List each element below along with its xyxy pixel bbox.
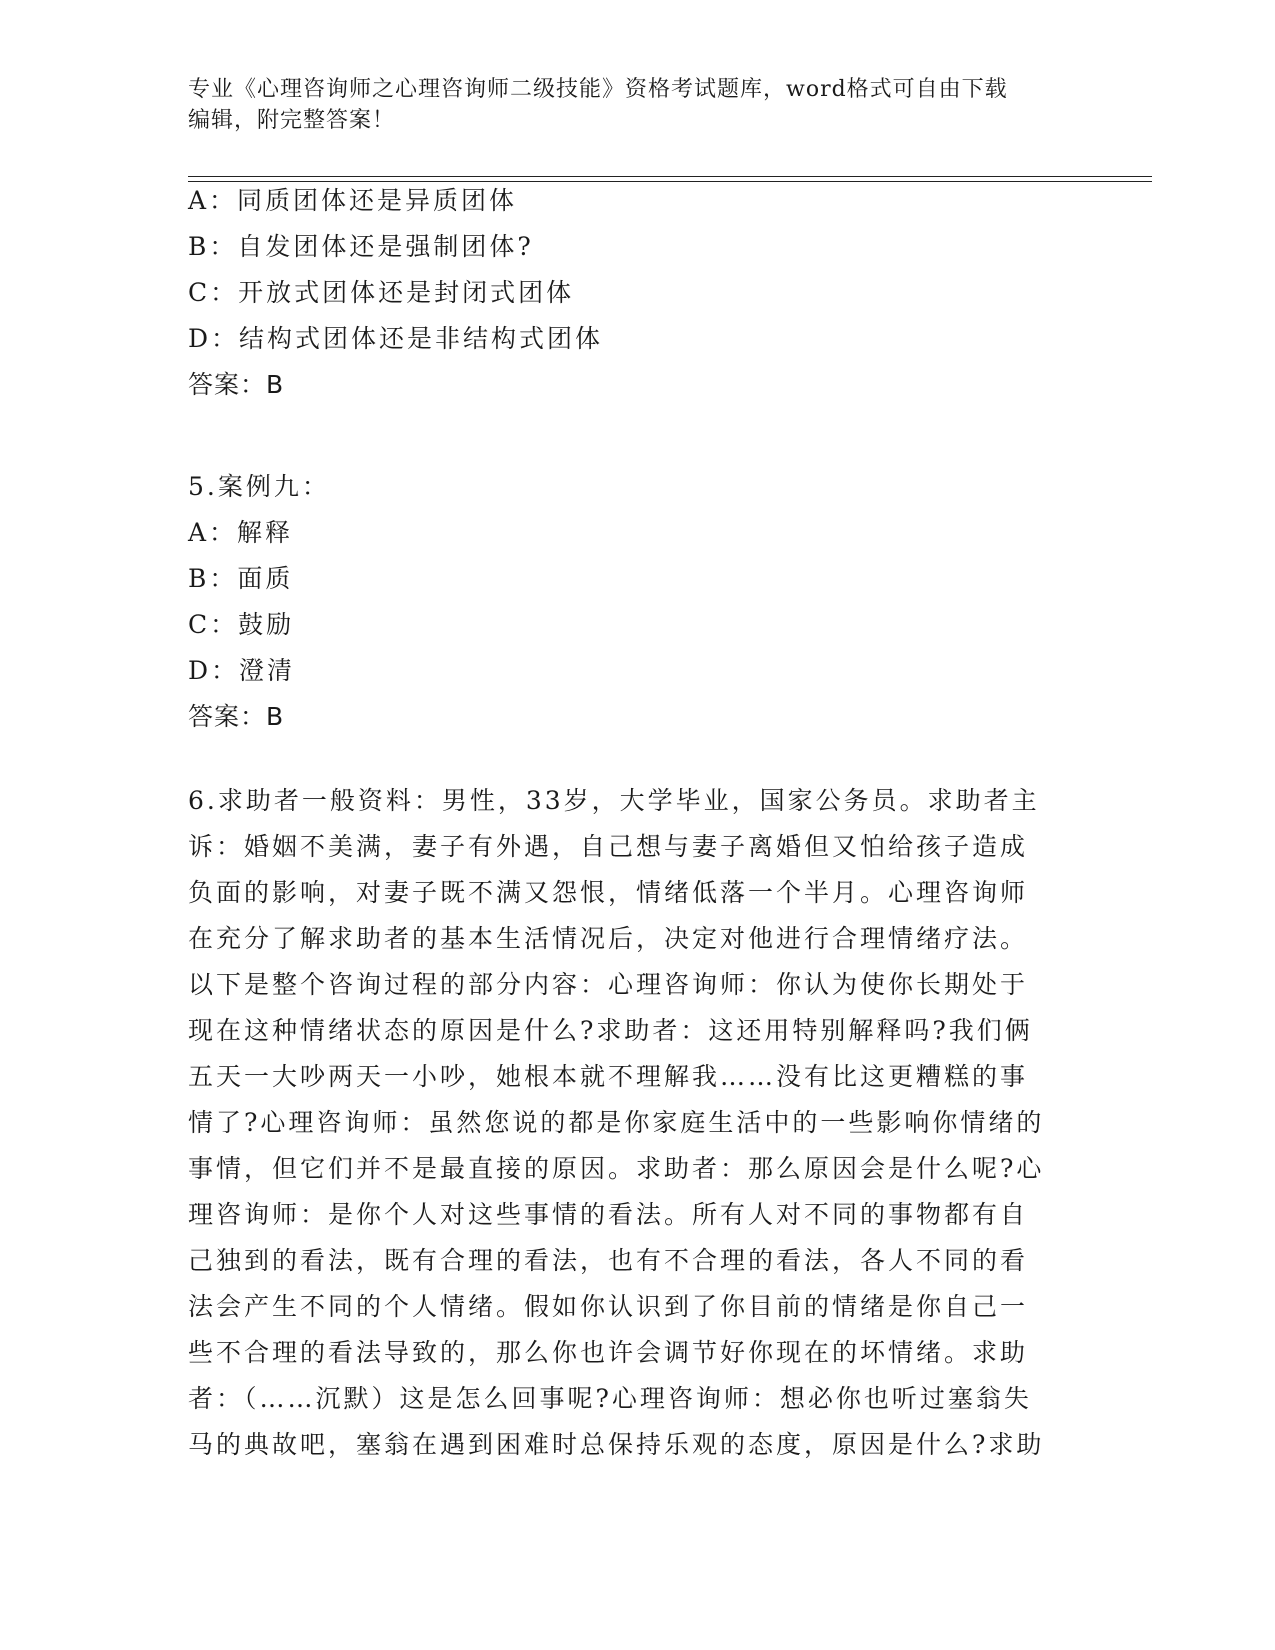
header-line-2: 编辑，附完整答案！ bbox=[188, 108, 396, 133]
paragraph-line: 负面的影响，对妻子既不满又怨恨，情绪低落一个半月。心理咨询师 bbox=[188, 878, 1029, 907]
paragraph-line: 理咨询师：是你个人对这些事情的看法。所有人对不同的事物都有自 bbox=[188, 1200, 1029, 1229]
paragraph-line: 以下是整个咨询过程的部分内容：心理咨询师：你认为使你长期处于 bbox=[188, 970, 1029, 999]
option-b: B：自发团体还是强制团体? bbox=[188, 232, 534, 261]
option-c: C：鼓励 bbox=[188, 610, 295, 639]
question-stem: 5.案例九： bbox=[188, 472, 330, 501]
paragraph-line: 法会产生不同的个人情绪。假如你认识到了你目前的情绪是你自己一 bbox=[188, 1292, 1029, 1321]
paragraph-line: 者：（……沉默）这是怎么回事呢?心理咨询师：想必你也听过塞翁失 bbox=[188, 1384, 1032, 1413]
option-d: D：澄清 bbox=[188, 656, 296, 685]
question-5-block bbox=[188, 464, 1068, 740]
document-header bbox=[188, 74, 1068, 136]
paragraph-line: 五天一大吵两天一小吵，她根本就不理解我……没有比这更糟糕的事 bbox=[188, 1062, 1029, 1091]
header-rule-top bbox=[188, 176, 1152, 177]
paragraph-line: 马的典故吧，塞翁在遇到困难时总保持乐观的态度，原因是什么?求助 bbox=[188, 1430, 1045, 1459]
question-4-block bbox=[188, 178, 1068, 408]
answer-line: 答案：B bbox=[188, 702, 285, 731]
paragraph-line: 己独到的看法，既有合理的看法，也有不合理的看法，各人不同的看 bbox=[188, 1246, 1029, 1275]
paragraph-line: 诉：婚姻不美满，妻子有外遇，自己想与妻子离婚但又怕给孩子造成 bbox=[188, 832, 1029, 861]
paragraph-line: 些不合理的看法导致的，那么你也许会调节好你现在的坏情绪。求助 bbox=[188, 1338, 1029, 1367]
paragraph-line: 情了?心理咨询师：虽然您说的都是你家庭生活中的一些影响你情绪的 bbox=[188, 1108, 1045, 1137]
paragraph-line: 事情，但它们并不是最直接的原因。求助者：那么原因会是什么呢?心 bbox=[188, 1154, 1045, 1183]
paragraph-line: 6.求助者一般资料：男性，33岁，大学毕业，国家公务员。求助者主 bbox=[188, 786, 1040, 815]
paragraph-line: 现在这种情绪状态的原因是什么?求助者：这还用特别解释吗?我们俩 bbox=[188, 1016, 1033, 1045]
header-line-1: 专业《心理咨询师之心理咨询师二级技能》资格考试题库，word格式可自由下载 bbox=[188, 77, 1008, 102]
option-b: B：面质 bbox=[188, 564, 294, 593]
option-c: C：开放式团体还是封闭式团体 bbox=[188, 278, 575, 307]
option-a: A：解释 bbox=[188, 518, 294, 547]
answer-line: 答案：B bbox=[188, 370, 285, 399]
paragraph-line: 在充分了解求助者的基本生活情况后，决定对他进行合理情绪疗法。 bbox=[188, 924, 1029, 953]
question-6-paragraph bbox=[188, 778, 1068, 1468]
option-a: A：同质团体还是异质团体 bbox=[188, 186, 518, 215]
option-d: D：结构式团体还是非结构式团体 bbox=[188, 324, 604, 353]
